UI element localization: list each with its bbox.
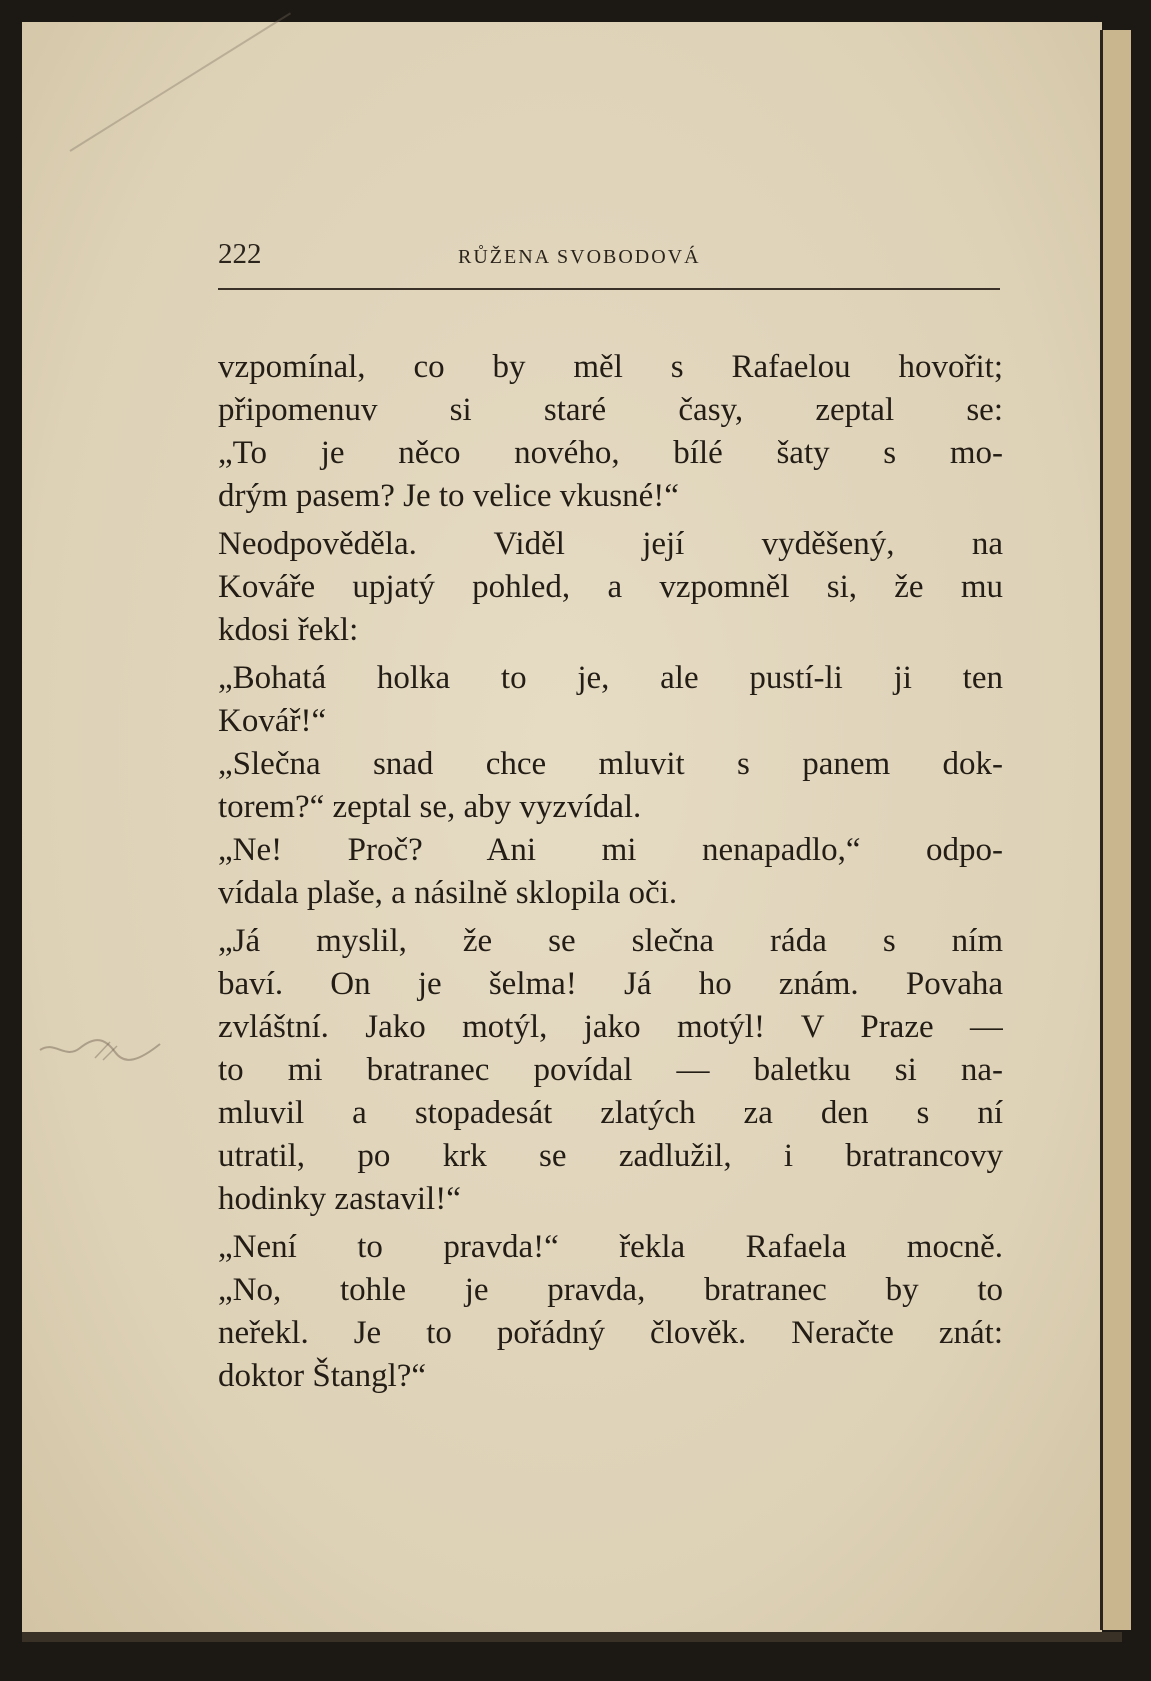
text-line: doktor Štangl?“	[218, 1358, 427, 1394]
text-line: vzpomínal, co by měl s Rafaelou hovořit;	[218, 349, 1003, 385]
text-line: torem?“ zeptal se, aby vyzvídal.	[218, 789, 642, 825]
text-line: „No, tohle je pravda, bratranec by to	[218, 1272, 1003, 1308]
text-line: „Není to pravda!“ řekla Rafaela mocně.	[218, 1229, 1003, 1265]
text-line: drým pasem? Je to velice vkusné!“	[218, 478, 679, 514]
page-header	[218, 238, 1003, 278]
text-line: vídala plaše, a násilně sklopila oči.	[218, 875, 678, 911]
text-line: utratil, po krk se zadlužil, i bratrancovy	[218, 1138, 1003, 1174]
header-rule	[218, 288, 1000, 290]
text-line: hodinky zastavil!“	[218, 1181, 461, 1217]
page-bottom-edge	[22, 1632, 1122, 1642]
text-line: Kovář!“	[218, 703, 327, 739]
text-line: připomenuv si staré časy, zeptal se:	[218, 392, 1003, 428]
text-line: Kováře upjatý pohled, a vzpomněl si, že mu	[218, 569, 1003, 605]
text-line: mluvil a stopadesát zlatých za den s ní	[218, 1095, 1003, 1131]
text-line: „Bohatá holka to je, ale pustí-li ji ten	[218, 660, 1003, 696]
text-line: to mi bratranec povídal — baletku si na-	[218, 1052, 1003, 1088]
text-line: „Slečna snad chce mluvit s panem dok-	[218, 746, 1003, 782]
running-head: RŮŽENA SVOBODOVÁ	[458, 246, 701, 268]
text-line: zvláštní. Jako motýl, jako motýl! V Praze —	[218, 1009, 1003, 1045]
text-line: „Já myslil, že se slečna ráda s ním	[218, 923, 1003, 959]
text-line: kdosi řekl:	[218, 612, 359, 648]
text-line: neřekl. Je to pořádný člověk. Neračte znát:	[218, 1315, 1003, 1351]
text-line: „To je něco nového, bílé šaty s mo-	[218, 435, 1003, 471]
text-line: „Ne! Proč? Ani mi nenapadlo,“ odpo-	[218, 832, 1003, 868]
text-line: baví. On je šelma! Já ho znám. Povaha	[218, 966, 1003, 1002]
page-number: 222	[218, 238, 262, 270]
margin-scribble-icon	[35, 1030, 165, 1070]
text-line: Neodpověděla. Viděl její vyděšený, na	[218, 526, 1003, 562]
body-text	[218, 346, 1003, 1398]
adjacent-page-edge	[1100, 30, 1131, 1630]
